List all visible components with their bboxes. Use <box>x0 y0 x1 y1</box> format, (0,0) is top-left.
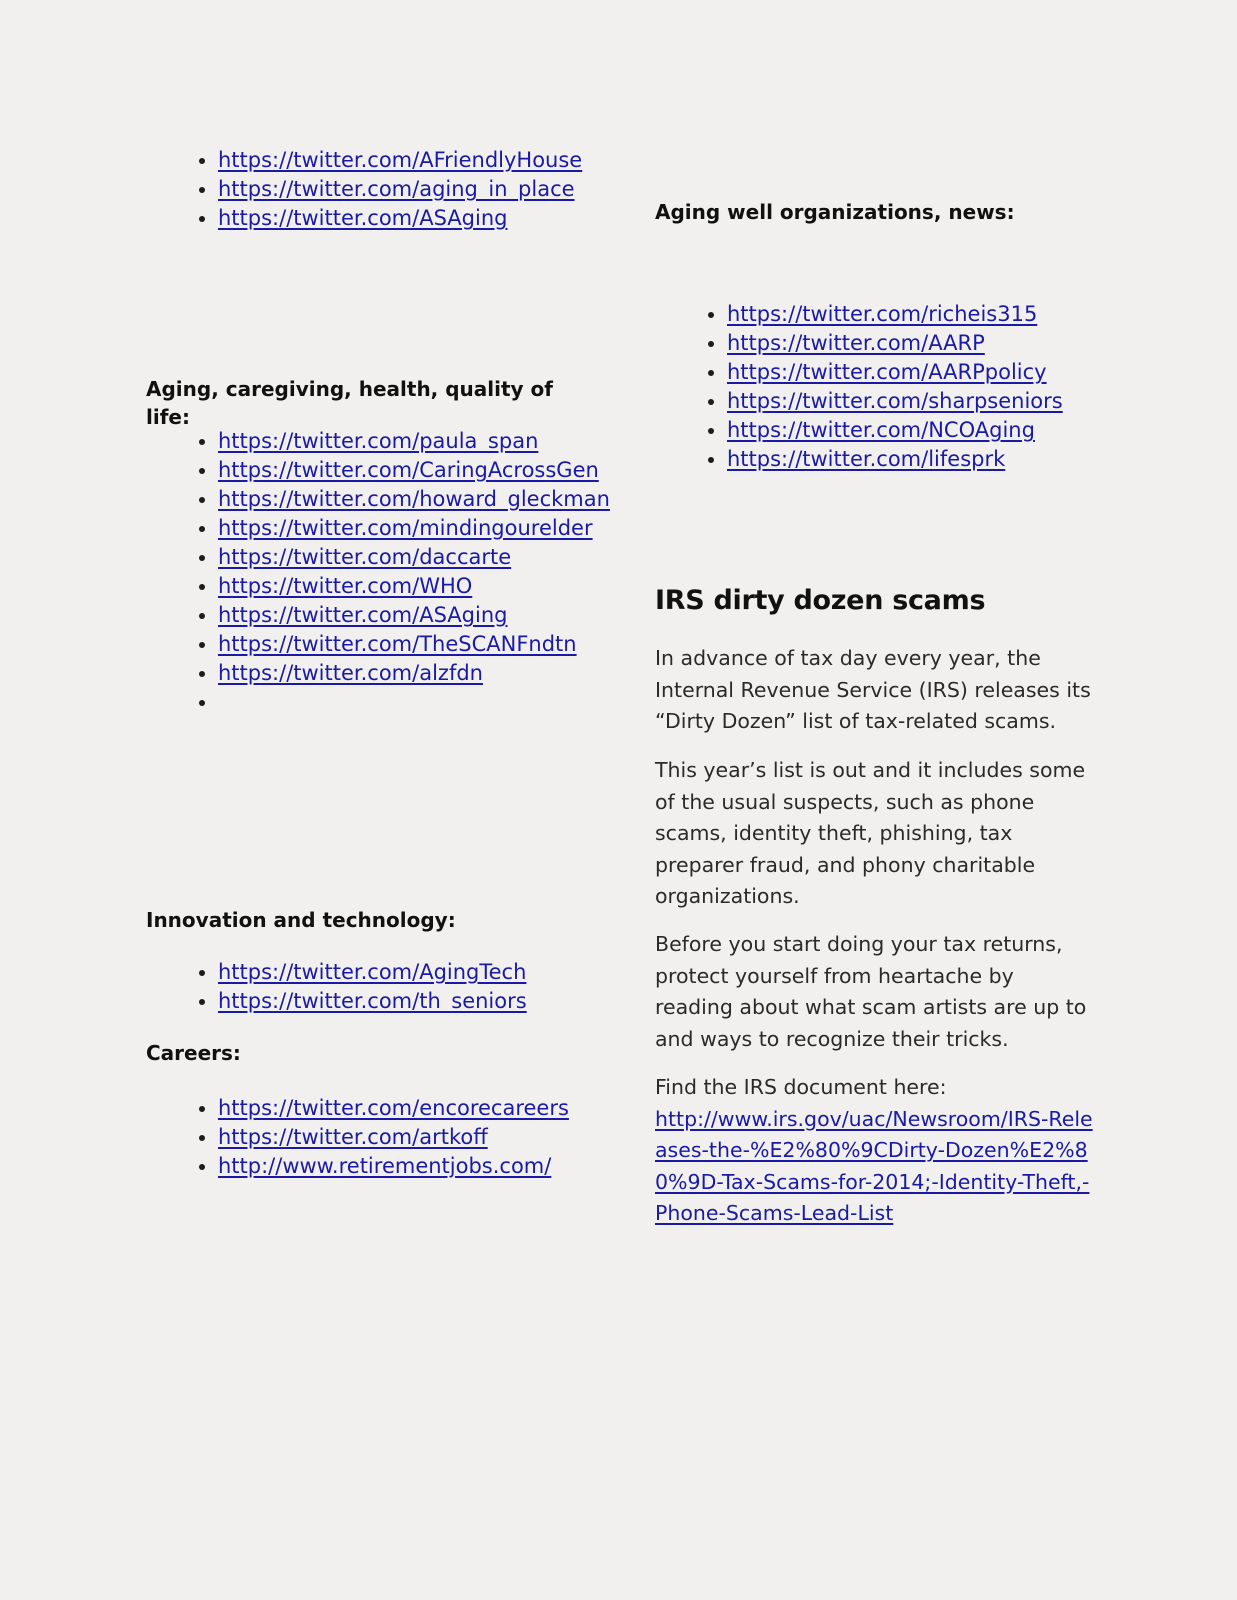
twitter-link[interactable]: https://twitter.com/howard_gleckman <box>218 487 610 511</box>
twitter-link[interactable]: https://twitter.com/AgingTech <box>218 960 527 984</box>
list-item <box>218 514 658 543</box>
list-item <box>727 416 1177 445</box>
list-item <box>218 659 658 688</box>
irs-document-reference <box>655 1072 1095 1230</box>
list-item <box>218 630 658 659</box>
list-item <box>218 987 658 1016</box>
twitter-link[interactable]: https://twitter.com/CaringAcrossGen <box>218 458 599 482</box>
twitter-link[interactable]: https://twitter.com/alzfdn <box>218 661 483 685</box>
twitter-link[interactable]: https://twitter.com/ASAging <box>218 603 508 627</box>
list-item <box>218 1152 658 1181</box>
innovation-list <box>146 958 658 1016</box>
list-item <box>218 175 658 204</box>
list-item <box>218 543 658 572</box>
irs-document-link[interactable]: http://www.irs.gov/uac/Newsroom/IRS-Releases-the-%E2%80%9CDirty-Dozen%E2%80%9D-Tax-Scams-for-2014;-Identity-Theft,-Phone-Scams-Lead-List <box>655 1106 1093 1225</box>
twitter-link[interactable]: https://twitter.com/richeis315 <box>727 302 1038 326</box>
twitter-link[interactable]: https://twitter.com/AARP <box>727 331 985 355</box>
list-item <box>218 1123 658 1152</box>
aging-well-list <box>655 300 1177 474</box>
aging-caregiving-list <box>146 427 658 717</box>
list-item <box>727 329 1177 358</box>
list-item <box>727 358 1177 387</box>
list-item <box>218 958 658 987</box>
twitter-link[interactable]: https://twitter.com/daccarte <box>218 545 512 569</box>
irs-paragraph-1: In advance of tax day every year, the Internal Revenue Service (IRS) releases its “Dirty Dozen” list of tax-related scams. <box>655 646 1091 733</box>
list-item <box>218 146 658 175</box>
irs-paragraph-3: Before you start doing your tax returns, protect yourself from heartache by reading about what scam artists are up to and ways to recognize their tricks. <box>655 932 1087 1051</box>
aging-caregiving-heading: Aging, caregiving, health, quality of life: <box>146 377 554 429</box>
twitter-link[interactable]: https://twitter.com/AARPpolicy <box>727 360 1047 384</box>
twitter-link[interactable]: https://twitter.com/aging_in_place <box>218 177 575 201</box>
twitter-link[interactable]: https://twitter.com/AFriendlyHouse <box>218 148 583 172</box>
find-document-label: Find the IRS document here: <box>655 1075 947 1099</box>
list-item <box>218 1094 658 1123</box>
twitter-link[interactable]: https://twitter.com/sharpseniors <box>727 389 1063 413</box>
twitter-link[interactable]: https://twitter.com/ASAging <box>218 206 508 230</box>
careers-heading: Careers: <box>146 1041 241 1065</box>
list-item <box>727 387 1177 416</box>
list-item <box>218 456 658 485</box>
list-item <box>218 572 658 601</box>
twitter-link[interactable]: https://twitter.com/NCOAging <box>727 418 1035 442</box>
twitter-link[interactable]: https://twitter.com/WHO <box>218 574 473 598</box>
irs-paragraph-2: This year’s list is out and it includes some of the usual suspects, such as phone scams, identity theft, phishing, tax preparer fraud, and phony charitable organizations. <box>655 758 1086 908</box>
list-item <box>218 601 658 630</box>
top-twitter-list <box>146 146 658 233</box>
twitter-link[interactable]: https://twitter.com/TheSCANFndtn <box>218 632 577 656</box>
aging-well-heading: Aging well organizations, news: <box>655 200 1015 224</box>
innovation-heading: Innovation and technology: <box>146 908 456 932</box>
twitter-link[interactable]: https://twitter.com/lifesprk <box>727 447 1006 471</box>
twitter-link[interactable]: https://twitter.com/paula_span <box>218 429 539 453</box>
list-item <box>218 427 658 456</box>
twitter-link[interactable]: https://twitter.com/encorecareers <box>218 1096 569 1120</box>
list-item <box>218 485 658 514</box>
list-item <box>727 445 1177 474</box>
retirementjobs-link[interactable]: http://www.retirementjobs.com/ <box>218 1154 552 1178</box>
empty-list-item <box>218 688 658 717</box>
twitter-link[interactable]: https://twitter.com/mindingourelder <box>218 516 593 540</box>
careers-list <box>146 1094 658 1181</box>
twitter-link[interactable]: https://twitter.com/artkoff <box>218 1125 488 1149</box>
list-item <box>727 300 1177 329</box>
list-item <box>218 204 658 233</box>
twitter-link[interactable]: https://twitter.com/th_seniors <box>218 989 527 1013</box>
irs-section-title: IRS dirty dozen scams <box>655 585 986 616</box>
